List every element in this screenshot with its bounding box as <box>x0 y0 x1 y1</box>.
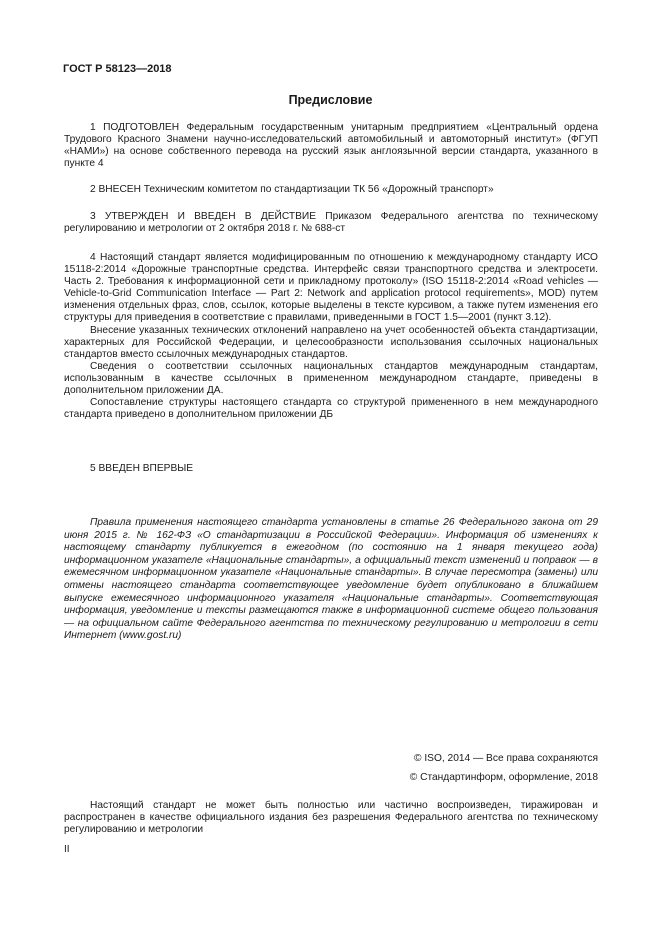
item-4-paragraph-4: Сопоставление структуры настоящего стандарта со структурой примененного в нем международного стандарта приведено в дополнительном приложении ДБ <box>64 397 598 421</box>
standartinform-copyright: © Стандартинформ, оформление, 2018 <box>409 772 598 783</box>
foreword-item-4 <box>64 252 598 421</box>
foreword-item-2: 2 ВНЕСЕН Техническим комитетом по стандартизации ТК 56 «Дорожный транспорт» <box>90 184 494 195</box>
application-rules-notice: Правила применения настоящего стандарта установлены в статье 26 Федерального закона от 29 июня 2015 г. № 162-ФЗ «О стандартизации в Российской Федерации». Информация об изменениях к настоящему стандарту публикуется в ежегодном (по состоянию на 1 января текущего года) информационном указателе «Национальные стандарты», а официальный текст изменений и поправок — в ежемесячном информационном указателе «Национальные стандарты». В случае пересмотра (замены) или отмены настоящего стандарта соответствующее уведомление будет опубликовано в ближайшем выпуске ежемесячного информационного указателя «Национальные стандарты». Соответствующая информация, уведомление и тексты размещаются также в информационной системе общего пользования — на официальном сайте Федерального агентства по техническому регулированию и метрологии в сети Интернет (www.gost.ru) <box>64 517 598 642</box>
reproduction-notice: Настоящий стандарт не может быть полностью или частично воспроизведен, тиражирован и распространен в качестве официального издания без разрешения Федерального агентства по техническому регулированию и метрологии <box>64 800 598 836</box>
iso-copyright: © ISO, 2014 — Все права сохраняются <box>414 753 598 764</box>
foreword-item-5: 5 ВВЕДЕН ВПЕРВЫЕ <box>90 463 194 474</box>
foreword-item-1: 1 ПОДГОТОВЛЕН Федеральным государственным унитарным предприятием «Центральный ордена Трудового Красного Знамени научно-исследовательский автомобильный и автомоторный институт» (ФГУП «НАМИ») на основе собственного перевода на русский язык англоязычной версии стандарта, указанного в пункте 4 <box>64 122 598 170</box>
page-title: Предисловие <box>288 93 373 107</box>
item-4-paragraph-1: 4 Настоящий стандарт является модифицированным по отношению к международному стандарту ИСО 15118-2:2014 «Дорожные транспортные средства. Интерфейс связи транспортного средства и электросети. Часть 2. Требования к информационной сети и прикладному протоколу» (ISO 15118-2:2014 «Road vehicles — Vehicle-to-Grid Communication Interface — Part 2: Network and application protocol requirements», MOD) путем изменения отдельных фраз, слов, ссылок, которые выделены в тексте курсивом, а также путем изменения его структуры для приведения в соответствие с правилами, приведенными в ГОСТ 1.5—2001 (пункт 3.12). <box>64 252 598 324</box>
item-4-paragraph-3: Сведения о соответствии ссылочных национальных стандартов международным стандартам, использованным в качестве ссылочных в примененном международном стандарте, приведены в дополнительном приложении ДА. <box>64 360 598 397</box>
page-number: II <box>64 844 70 855</box>
item-4-paragraph-2: Внесение указанных технических отклонений направлено на учет особенностей объекта стандартизации, характерных для Российской Федерации, и целесообразности использования ссылочных национальных стандартов вместо ссылочных международных стандартов. <box>64 324 598 360</box>
foreword-item-3: 3 УТВЕРЖДЕН И ВВЕДЕН В ДЕЙСТВИЕ Приказом Федерального агентства по техническому регулированию и метрологии от 2 октября 2018 г. № 688-ст <box>64 211 598 235</box>
document-code: ГОСТ Р 58123—2018 <box>63 63 172 75</box>
